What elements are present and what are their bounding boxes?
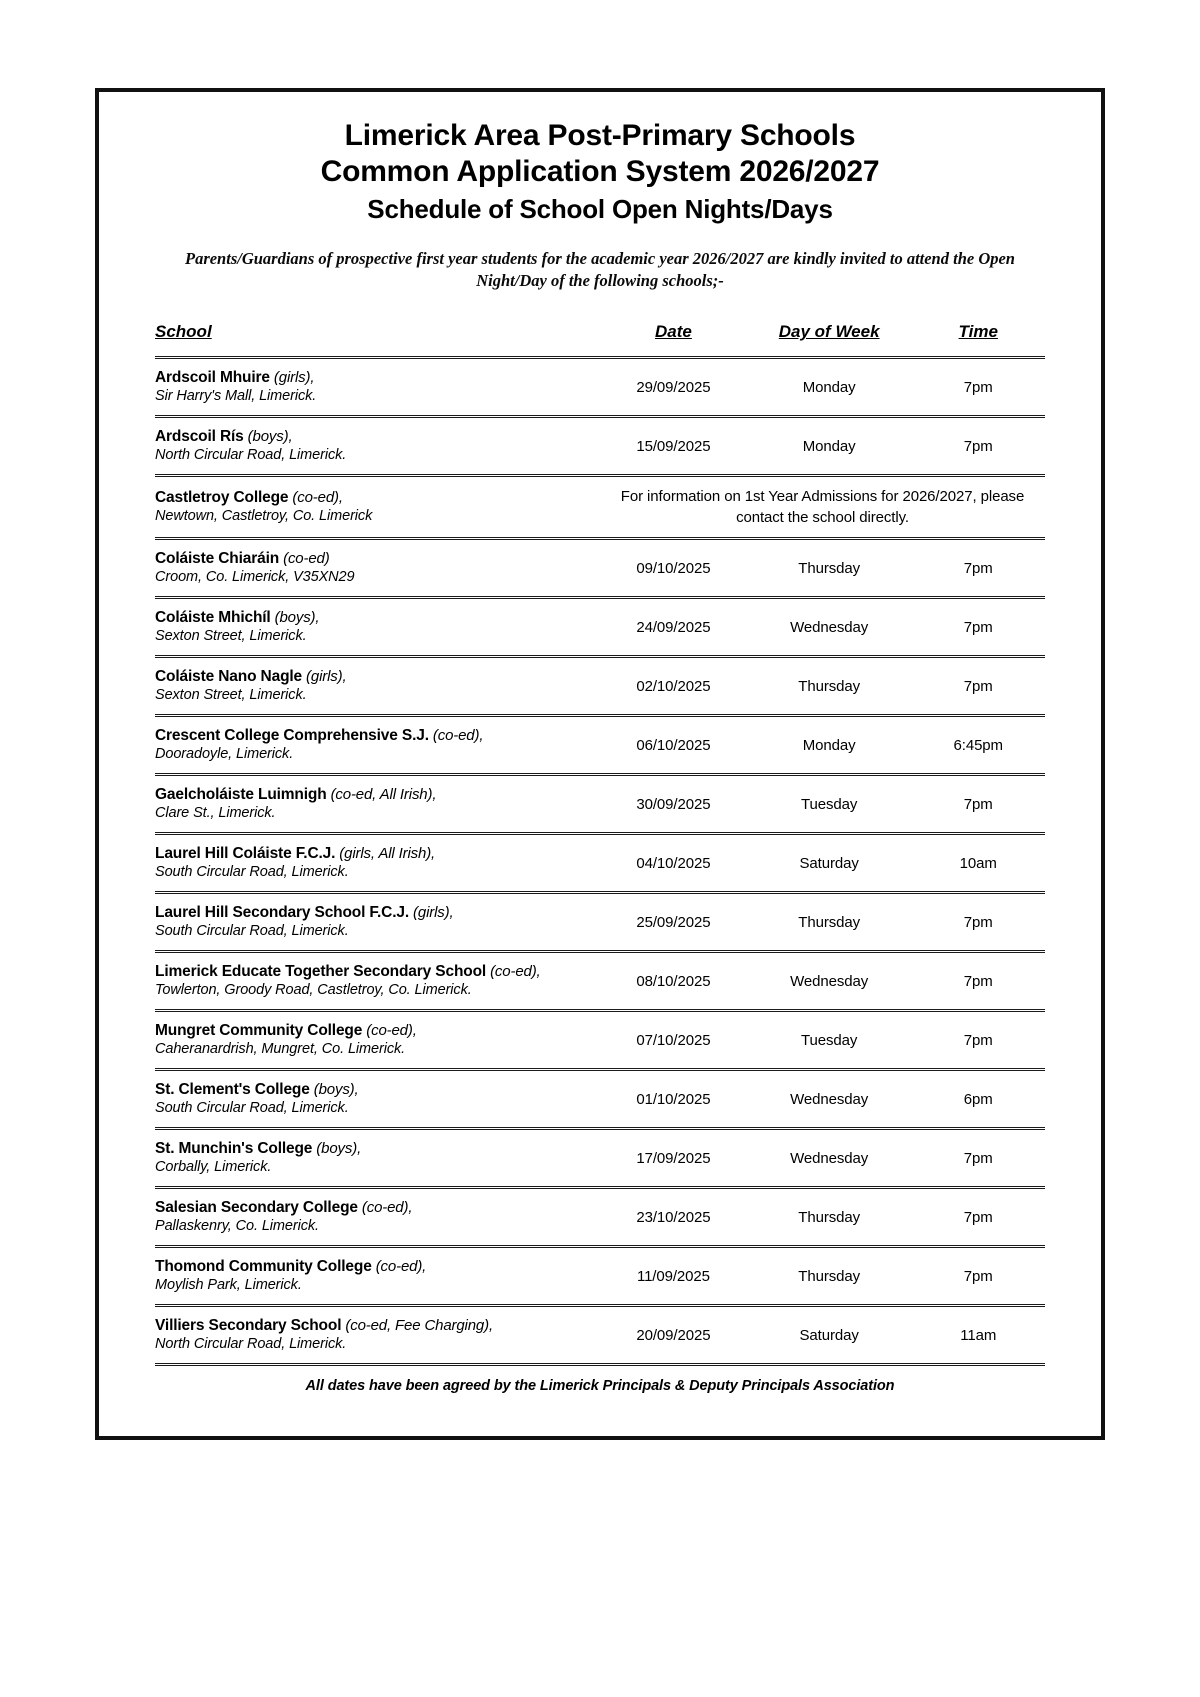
day-cell: Monday	[747, 417, 912, 476]
table-header	[155, 322, 1045, 358]
school-cell	[155, 1070, 600, 1129]
time-cell: 7pm	[911, 358, 1045, 417]
table-row	[155, 893, 1045, 952]
school-address: North Circular Road, Limerick.	[155, 447, 347, 463]
table-row	[155, 657, 1045, 716]
school-name: Salesian Secondary College (co-ed),	[155, 1199, 413, 1216]
school-address: Sexton Street, Limerick.	[155, 687, 307, 703]
column-header-school: School	[155, 322, 212, 341]
school-qualifier: (co-ed)	[279, 550, 330, 567]
date-cell: 23/10/2025	[600, 1188, 747, 1247]
day-cell: Thursday	[747, 539, 912, 598]
time-cell: 6pm	[911, 1070, 1045, 1129]
day-cell: Wednesday	[747, 952, 912, 1011]
school-qualifier: (girls),	[409, 904, 454, 921]
school-qualifier: (co-ed),	[371, 1258, 427, 1275]
day-cell: Wednesday	[747, 1129, 912, 1188]
page-title	[127, 118, 1073, 226]
schedule-table-wrapper	[155, 322, 1045, 1398]
school-address: Pallaskenry, Co. Limerick.	[155, 1218, 319, 1234]
date-cell: 17/09/2025	[600, 1129, 747, 1188]
school-name: St. Clement's College (boys),	[155, 1081, 359, 1098]
table-row	[155, 834, 1045, 893]
table-row	[155, 952, 1045, 1011]
date-cell: 20/09/2025	[600, 1306, 747, 1364]
school-qualifier: (co-ed),	[486, 963, 541, 980]
time-cell: 7pm	[911, 1011, 1045, 1070]
time-cell: 7pm	[911, 1129, 1045, 1188]
school-cell	[155, 539, 600, 598]
table-row	[155, 1306, 1045, 1364]
date-cell: 01/10/2025	[600, 1070, 747, 1129]
time-cell: 7pm	[911, 539, 1045, 598]
date-cell: 30/09/2025	[600, 775, 747, 834]
school-qualifier: (girls),	[302, 668, 347, 685]
table-row	[155, 1188, 1045, 1247]
school-qualifier: (girls),	[269, 369, 315, 386]
table-row	[155, 1070, 1045, 1129]
school-name: Thomond Community College (co-ed),	[155, 1258, 427, 1275]
schedule-table	[155, 322, 1045, 1363]
time-cell: 7pm	[911, 1188, 1045, 1247]
table-row	[155, 716, 1045, 775]
school-address: South Circular Road, Limerick.	[155, 1100, 349, 1116]
school-cell	[155, 476, 600, 539]
header-row	[155, 322, 1045, 358]
school-name: Limerick Educate Together Secondary School (co-ed),	[155, 963, 541, 980]
day-cell: Thursday	[747, 1188, 912, 1247]
school-name: Crescent College Comprehensive S.J. (co-ed),	[155, 727, 484, 744]
title-line-3: Schedule of School Open Nights/Days	[367, 194, 833, 224]
school-name: Coláiste Mhichíl (boys),	[155, 609, 320, 626]
school-cell	[155, 358, 600, 417]
school-name: Ardscoil Mhuire (girls),	[155, 369, 315, 386]
school-name: Mungret Community College (co-ed),	[155, 1022, 417, 1039]
column-header-time: Time	[958, 322, 998, 341]
table-row	[155, 1247, 1045, 1306]
school-cell	[155, 1188, 600, 1247]
school-qualifier: (boys),	[309, 1081, 359, 1098]
title-line-2: Common Application System 2026/2027	[320, 155, 880, 188]
footer-note: All dates have been agreed by the Limerick Principals & Deputy Principals Association	[305, 1378, 895, 1394]
date-cell: 08/10/2025	[600, 952, 747, 1011]
date-cell: 09/10/2025	[600, 539, 747, 598]
school-name: Castletroy College (co-ed),	[155, 489, 343, 506]
day-cell: Monday	[747, 358, 912, 417]
time-cell: 7pm	[911, 952, 1045, 1011]
intro-paragraph: Parents/Guardians of prospective first year students for the academic year 2026/2027 are kindly invited to attend the Open Night/Day of the following schools;-	[184, 249, 1015, 290]
school-address: Corbally, Limerick.	[155, 1159, 272, 1175]
school-address: North Circular Road, Limerick.	[155, 1336, 347, 1352]
school-name: Laurel Hill Coláiste F.C.J. (girls, All Irish),	[155, 845, 436, 862]
column-header-date: Date	[654, 322, 692, 341]
table-row	[155, 539, 1045, 598]
table-row	[155, 476, 1045, 539]
school-address: Clare St., Limerick.	[155, 805, 276, 821]
school-cell	[155, 893, 600, 952]
school-qualifier: (co-ed),	[428, 727, 484, 744]
day-cell: Tuesday	[747, 1011, 912, 1070]
table-row	[155, 1011, 1045, 1070]
school-cell	[155, 716, 600, 775]
day-cell: Wednesday	[747, 598, 912, 657]
table-row	[155, 598, 1045, 657]
date-cell: 11/09/2025	[600, 1247, 747, 1306]
table-body	[155, 358, 1045, 1364]
school-qualifier: (co-ed),	[362, 1022, 417, 1039]
time-cell: 11am	[911, 1306, 1045, 1364]
day-cell: Thursday	[747, 1247, 912, 1306]
school-cell	[155, 657, 600, 716]
page-content	[99, 92, 1101, 1408]
school-cell	[155, 775, 600, 834]
day-cell: Saturday	[747, 834, 912, 893]
school-qualifier: (co-ed),	[357, 1199, 413, 1216]
date-cell: 15/09/2025	[600, 417, 747, 476]
date-cell: 02/10/2025	[600, 657, 747, 716]
table-row	[155, 775, 1045, 834]
school-cell	[155, 598, 600, 657]
school-qualifier: (girls, All Irish),	[335, 845, 436, 862]
school-address: South Circular Road, Limerick.	[155, 923, 349, 939]
time-cell: 7pm	[911, 775, 1045, 834]
column-header-day: Day of Week	[778, 322, 880, 341]
school-cell	[155, 1129, 600, 1188]
school-name: Villiers Secondary School (co-ed, Fee Charging),	[155, 1317, 493, 1334]
school-qualifier: (boys),	[243, 428, 293, 445]
school-address: Dooradoyle, Limerick.	[155, 746, 294, 762]
school-name: Gaelcholáiste Luimnigh (co-ed, All Irish),	[155, 786, 437, 803]
school-name: Coláiste Chiaráin (co-ed)	[155, 550, 330, 567]
time-cell: 7pm	[911, 417, 1045, 476]
school-address: Croom, Co. Limerick, V35XN29	[155, 569, 355, 585]
school-address: South Circular Road, Limerick.	[155, 864, 349, 880]
time-cell: 7pm	[911, 893, 1045, 952]
admissions-note: For information on 1st Year Admissions for 2026/2027, please contact the school directly.	[600, 476, 1045, 539]
school-qualifier: (boys),	[312, 1140, 362, 1157]
day-cell: Thursday	[747, 893, 912, 952]
date-cell: 07/10/2025	[600, 1011, 747, 1070]
school-qualifier: (boys),	[270, 609, 320, 626]
date-cell: 29/09/2025	[600, 358, 747, 417]
table-row	[155, 1129, 1045, 1188]
date-cell: 06/10/2025	[600, 716, 747, 775]
time-cell: 7pm	[911, 1247, 1045, 1306]
document-page	[95, 88, 1105, 1440]
day-cell: Saturday	[747, 1306, 912, 1364]
school-cell	[155, 952, 600, 1011]
time-cell: 7pm	[911, 598, 1045, 657]
school-address: Sexton Street, Limerick.	[155, 628, 307, 644]
school-qualifier: (co-ed, Fee Charging),	[341, 1317, 493, 1334]
school-cell	[155, 1247, 600, 1306]
school-address: Sir Harry's Mall, Limerick.	[155, 388, 317, 404]
school-name: Coláiste Nano Nagle (girls),	[155, 668, 347, 685]
school-address: Caheranardrish, Mungret, Co. Limerick.	[155, 1041, 406, 1057]
school-cell	[155, 834, 600, 893]
school-address: Newtown, Castletroy, Co. Limerick	[155, 508, 373, 524]
time-cell: 10am	[911, 834, 1045, 893]
school-cell	[155, 417, 600, 476]
table-row	[155, 358, 1045, 417]
school-name: Ardscoil Rís (boys),	[155, 428, 293, 445]
school-address: Moylish Park, Limerick.	[155, 1277, 302, 1293]
school-name: Laurel Hill Secondary School F.C.J. (girls),	[155, 904, 454, 921]
school-name: St. Munchin's College (boys),	[155, 1140, 362, 1157]
school-cell	[155, 1306, 600, 1364]
day-cell: Wednesday	[747, 1070, 912, 1129]
school-cell	[155, 1011, 600, 1070]
day-cell: Tuesday	[747, 775, 912, 834]
school-address: Towlerton, Groody Road, Castletroy, Co. Limerick.	[155, 982, 472, 998]
table-row	[155, 417, 1045, 476]
time-cell: 6:45pm	[911, 716, 1045, 775]
school-qualifier: (co-ed),	[288, 489, 343, 506]
title-line-1: Limerick Area Post-Primary Schools	[344, 119, 856, 152]
time-cell: 7pm	[911, 657, 1045, 716]
school-qualifier: (co-ed, All Irish),	[326, 786, 437, 803]
day-cell: Thursday	[747, 657, 912, 716]
date-cell: 25/09/2025	[600, 893, 747, 952]
date-cell: 24/09/2025	[600, 598, 747, 657]
day-cell: Monday	[747, 716, 912, 775]
date-cell: 04/10/2025	[600, 834, 747, 893]
